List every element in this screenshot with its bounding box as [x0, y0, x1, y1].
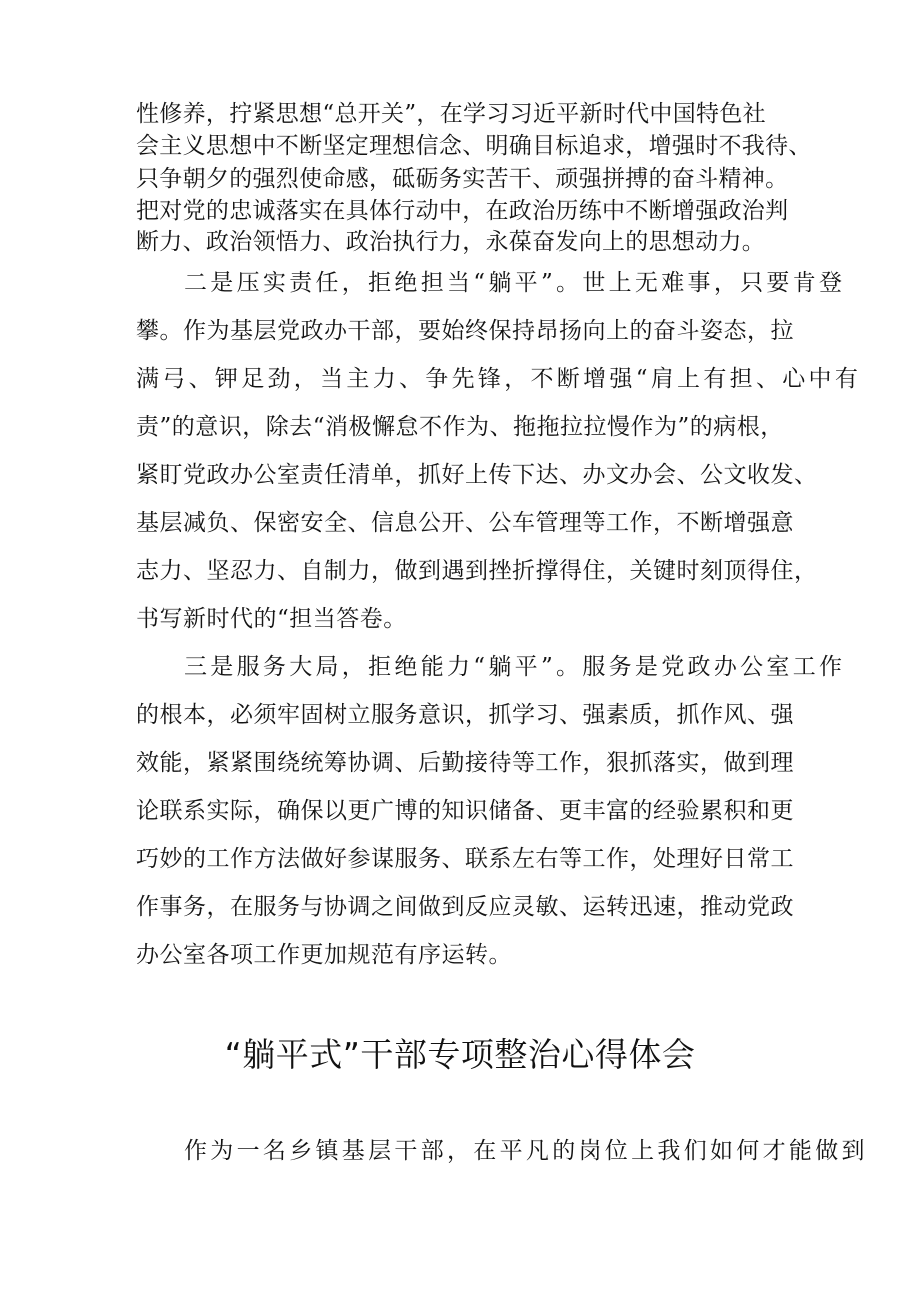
paragraph-line: 作事务，在服务与协调之间做到反应灵敏、运转迅速，推动党政 [136, 894, 794, 920]
paragraph-line: 攀。作为基层党政办干部，要始终保持昂扬向上的奋斗姿态，拉 [136, 318, 794, 344]
paragraph-line: 断力、政治领悟力、政治执行力，永葆奋发向上的思想动力。 [136, 229, 766, 255]
paragraph-line: 效能，紧紧围绕统筹协调、后勤接待等工作，狠抓落实，做到理 [136, 750, 794, 776]
paragraph-line: 只争朝夕的强烈使命感，砥砺务实苦干、顽强拼搏的奋斗精神。 [136, 166, 789, 192]
paragraph-line: 二是压实责任，拒绝担当“躺平”。世上无难事，只要肯登 [184, 270, 846, 296]
paragraph-line: 满弓、钾足劲，当主力、争先锋，不断增强“肩上有担、心中有 [136, 366, 862, 392]
paragraph-line: 三是服务大局，拒绝能力“躺平”。服务是党政办公室工作 [184, 654, 846, 680]
paragraph-line: 把对党的忠诚落实在具体行动中，在政治历练中不断增强政治判 [136, 198, 789, 224]
paragraph-line: 责”的意识，除去“消极懈怠不作为、拖拖拉拉慢作为”的病根， [136, 414, 784, 440]
paragraph-line: 的根本，必须牢固树立服务意识，抓学习、强素质，抓作风、强 [136, 702, 794, 728]
paragraph-line: 办公室各项工作更加规范有序运转。 [136, 942, 512, 968]
paragraph-line: 紧盯党政办公室责任清单，抓好上传下达、办文办会、公文收发、 [136, 462, 818, 488]
section-title: “躺平式”干部专项整治心得体会 [224, 1035, 696, 1074]
paragraph-line: 书写新时代的“担当答卷。 [136, 606, 407, 632]
paragraph-line: 基层减负、保密安全、信息公开、公车管理等工作，不断增强意 [136, 510, 794, 536]
paragraph-line: 志力、坚忍力、自制力，做到遇到挫折撑得住，关键时刻顶得住， [136, 558, 818, 584]
paragraph-line: 作为一名乡镇基层干部，在平凡的岗位上我们如何才能做到 [184, 1138, 868, 1164]
paragraph-line: 会主义思想中不断坚定理想信念、明确目标追求，增强时不我待、 [136, 133, 812, 159]
paragraph-line: 巧妙的工作方法做好参谋服务、联系左右等工作，处理好日常工 [136, 846, 794, 872]
paragraph-line: 性修养，拧紧思想“总开关”，在学习习近平新时代中国特色社 [136, 101, 766, 127]
paragraph-line: 论联系实际，确保以更广博的知识储备、更丰富的经验累积和更 [136, 798, 794, 824]
